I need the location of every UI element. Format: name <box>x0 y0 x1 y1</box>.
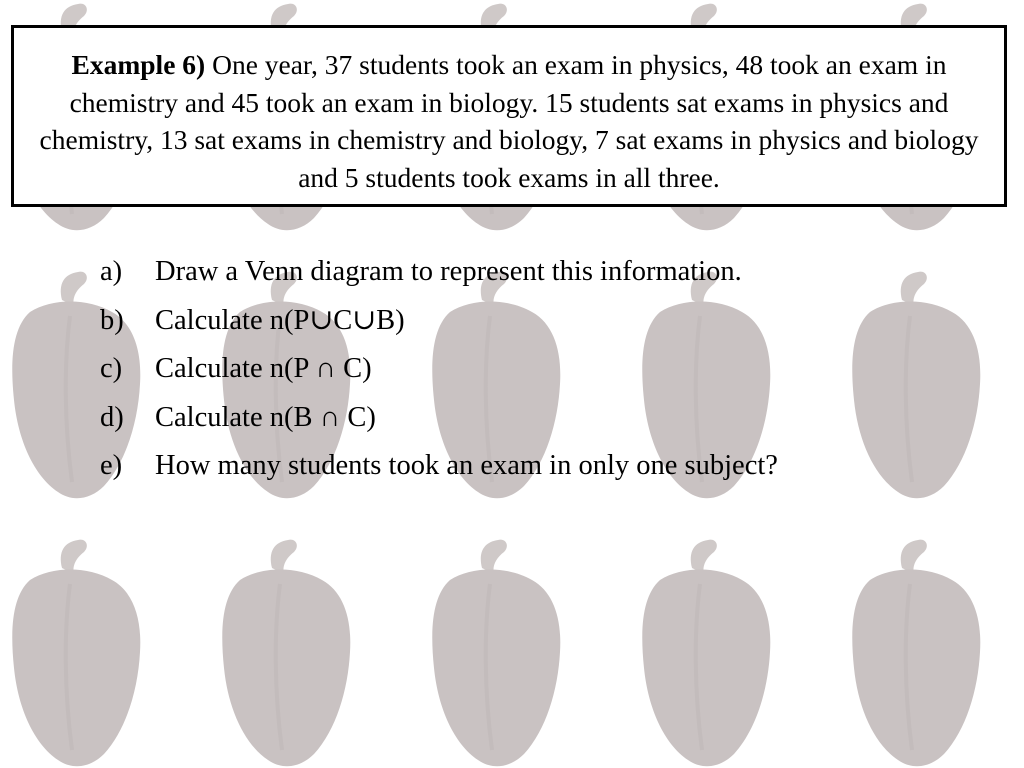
question-item-d <box>100 394 778 443</box>
question-list <box>100 248 778 491</box>
question-item-a <box>100 248 778 297</box>
question-text: Calculate n(B ∩ C) <box>155 401 376 433</box>
question-item-c <box>100 345 778 394</box>
bell-pepper-icon <box>12 540 140 767</box>
question-letter: b) <box>100 304 124 336</box>
question-text: How many students took an exam in only one subject? <box>155 450 778 481</box>
question-text: Draw a Venn diagram to represent this information. <box>155 256 742 287</box>
problem-statement-box <box>11 25 1007 207</box>
bell-pepper-icon <box>222 540 350 767</box>
problem-text: One year, 37 students took an exam in physics, 48 took an exam in chemistry and 45 took an exam in biology. 15 students sat exams in physics and chemistry, 13 sat exams in chemistry and biology, 7 sat exams in physics and biology and 5 students took exams in all three. <box>39 49 979 193</box>
bell-pepper-icon <box>852 272 980 499</box>
question-text: Calculate n(P∪C∪B) <box>155 304 405 336</box>
pepper-row-3 <box>12 540 980 767</box>
question-letter: d) <box>100 401 124 433</box>
bell-pepper-icon <box>432 540 560 767</box>
example-label: Example 6) <box>71 49 206 80</box>
bell-pepper-icon <box>852 540 980 767</box>
question-letter: c) <box>100 353 123 384</box>
question-letter: a) <box>100 256 123 287</box>
question-text: Calculate n(P ∩ C) <box>155 353 372 384</box>
question-item-b <box>100 297 778 346</box>
question-letter: e) <box>100 450 123 481</box>
bell-pepper-icon <box>642 540 770 767</box>
question-item-e <box>100 442 778 491</box>
